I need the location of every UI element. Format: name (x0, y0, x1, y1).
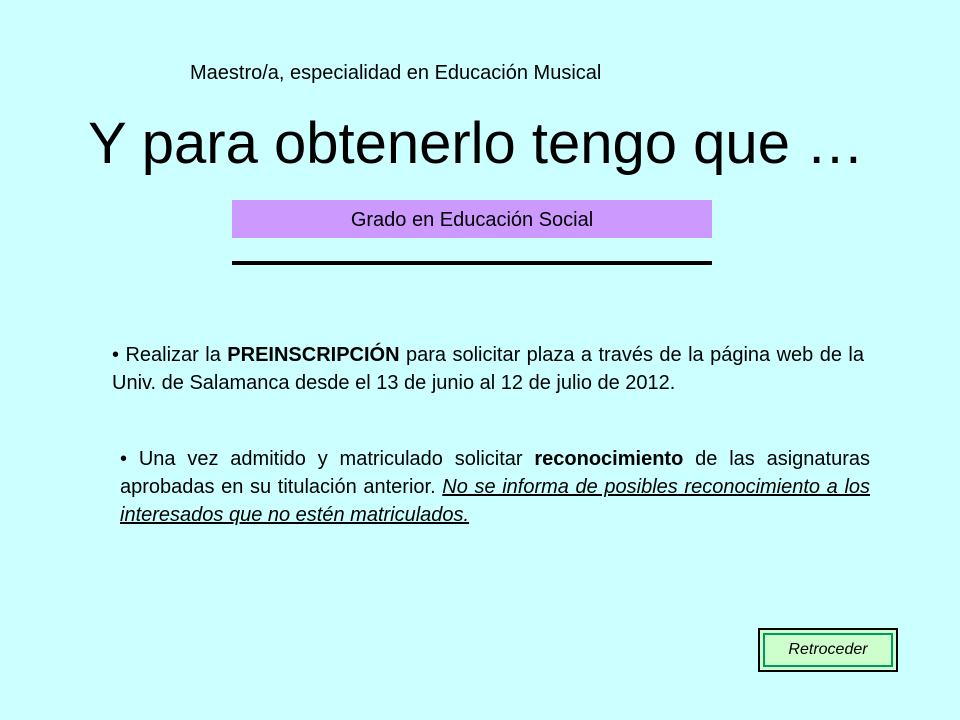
slide-subtitle: Maestro/a, especialidad en Educación Musical (190, 62, 602, 84)
bullet: • (112, 344, 120, 366)
item-text-pre: Una vez admitido y matriculado solicitar (127, 448, 535, 470)
slide-title: Y para obtenerlo tengo que … (88, 111, 865, 176)
list-item-recognition (120, 445, 870, 529)
item-text-pre: Realizar la (119, 344, 228, 366)
back-button[interactable] (758, 628, 898, 672)
degree-label: Grado en Educación Social (350, 209, 594, 231)
item-text-bold: PREINSCRIPCIÓN (227, 344, 400, 366)
item-text-post: de las asignaturas aprobadas en su titulación anterior. (120, 448, 870, 498)
bullet: • (120, 448, 128, 470)
back-button-label: Retroceder (763, 633, 893, 667)
item-text-bold: reconocimiento (534, 448, 684, 470)
list-item-preinscription (112, 341, 864, 397)
item-text-post: para solicitar plaza a través de la página web de la Univ. de Salamanca desde el 13 de junio al 12 de julio de 2012. (112, 344, 864, 394)
underline-rule (232, 261, 712, 265)
degree-label-box (232, 200, 712, 238)
item-note: No se informa de posibles reconocimiento a los interesados que no estén matriculados. (120, 476, 871, 526)
